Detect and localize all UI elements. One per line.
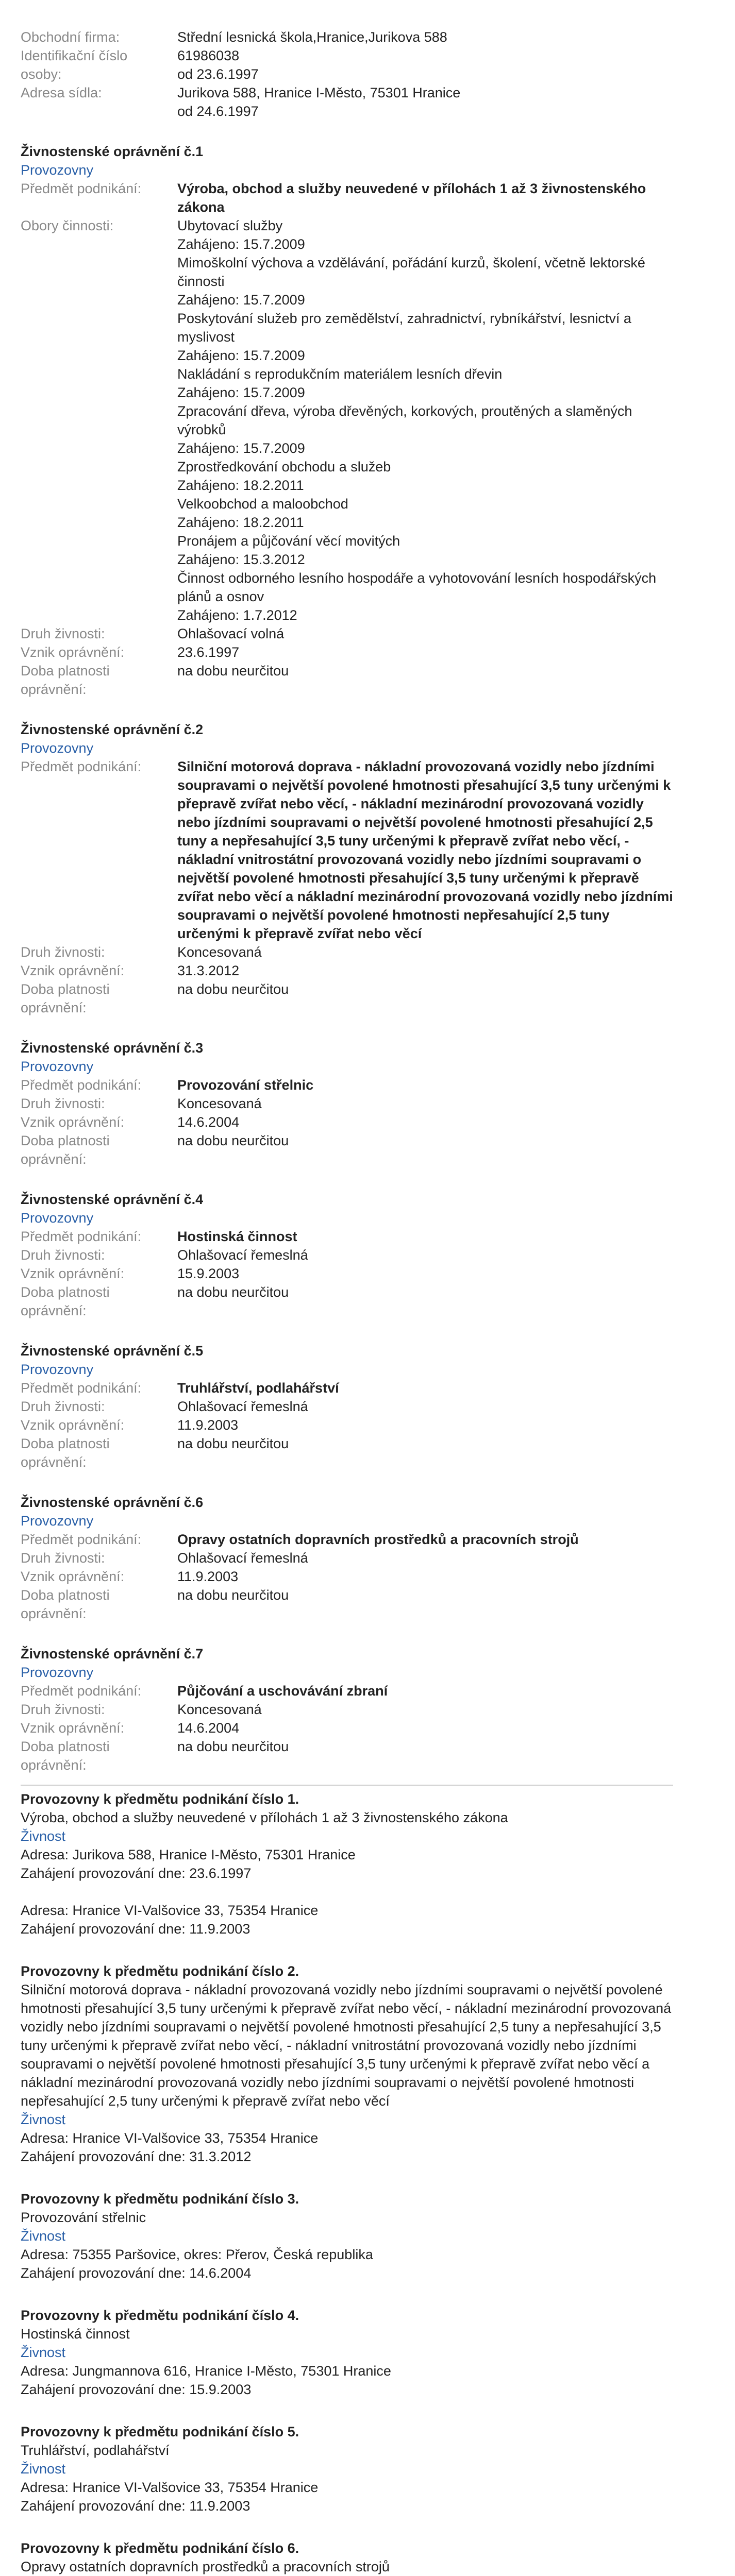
header-row	[21, 102, 673, 121]
provozovny-link[interactable]: Provozovny	[21, 1665, 94, 1680]
predmet-row	[21, 1379, 673, 1397]
doba-label-2: oprávnění:	[21, 1606, 87, 1621]
druh-value: Ohlašovací řemeslná	[177, 1550, 308, 1566]
field-value: od 23.6.1997	[177, 66, 259, 82]
section-title: Živnostenské oprávnění č.3	[21, 1040, 204, 1056]
vznik-row	[21, 1719, 673, 1737]
provozovna-adresa: Adresa: Hranice VI-Valšovice 33, 75354 Hranice	[21, 1903, 319, 1918]
vznik-value: 11.9.2003	[177, 1417, 239, 1433]
predmet-row	[21, 1530, 673, 1549]
doba-value: na dobu neurčitou	[177, 663, 289, 679]
predmet-label: Předmět podnikání:	[21, 759, 142, 774]
doba-label-2: oprávnění:	[21, 682, 87, 697]
druh-row	[21, 1397, 673, 1416]
obory-list	[177, 216, 673, 624]
provozovna-predmet: Hostinská činnost	[21, 2326, 130, 2342]
section-title: Živnostenské oprávnění č.5	[21, 1343, 204, 1359]
provozovna-predmet: Opravy ostatních dopravních prostředků a pracovních strojů	[21, 2559, 390, 2574]
doba-value: na dobu neurčitou	[177, 1436, 289, 1451]
druh-label: Druh živnosti:	[21, 1399, 105, 1414]
predmet-value: Truhlářství, podlahářství	[177, 1380, 339, 1396]
predmet-label: Předmět podnikání:	[21, 1229, 142, 1244]
section-title: Živnostenské oprávnění č.1	[21, 144, 204, 159]
vznik-row	[21, 643, 673, 662]
obor-item: Pronájem a půjčování věcí movitých	[177, 533, 400, 549]
vznik-label: Vznik oprávnění:	[21, 1720, 125, 1736]
opravneni-section	[21, 1645, 673, 1774]
obor-item: Nakládání s reprodukčním materiálem lesních dřevin	[177, 366, 503, 382]
doba-label-1: Doba platnosti	[21, 1436, 110, 1451]
vznik-label: Vznik oprávnění:	[21, 1114, 125, 1130]
provozovna-predmet: Silniční motorová doprava - nákladní provozovaná vozidly nebo jízdními soupravami o největší povolené hmotnosti přesahující 3,5 tuny určenými k přepravě zvířat nebo věcí, - nákladní mezinárodní provozovaná vozidly nebo jízdními soupravami o největší povolené hmotnosti přesahující 2,5 tuny a nepřesahující 3,5 tuny určenými k přepravě zvířat nebo věcí, - nákladní vnitrostátní provozovaná vozidly nebo jízdními soupravami o největší povolené hmotnosti přesahující 3,5 tuny určenými k přepravě zvířat nebo věcí a nákladní mezinárodní provozovaná vozidly nebo jízdními soupravami o největší povolené hmotnosti nepřesahující 2,5 tuny určenými k přepravě zvířat nebo věcí	[21, 1982, 672, 2109]
obor-date: Zahájeno: 18.2.2011	[177, 515, 304, 530]
opravneni-section	[21, 1039, 673, 1168]
field-label	[21, 102, 177, 121]
obor-item: Činnost odborného lesního hospodáře a vyhotovování lesních hospodářských plánů a osnov	[177, 570, 657, 604]
vznik-label: Vznik oprávnění:	[21, 1569, 125, 1584]
doba-value: na dobu neurčitou	[177, 1133, 289, 1148]
predmet-label: Předmět podnikání:	[21, 1380, 142, 1396]
druh-label: Druh živnosti:	[21, 1550, 105, 1566]
provozovna-title: Provozovny k předmětu podnikání číslo 4.	[21, 2308, 299, 2323]
predmet-row	[21, 757, 673, 943]
doba-label-1: Doba platnosti	[21, 1133, 110, 1148]
provozovna-adresa: Adresa: Hranice VI-Valšovice 33, 75354 Hranice	[21, 2130, 319, 2146]
doba-label	[21, 1283, 177, 1320]
doba-value: na dobu neurčitou	[177, 1284, 289, 1300]
doba-value: na dobu neurčitou	[177, 981, 289, 997]
obor-date: Zahájeno: 15.7.2009	[177, 236, 305, 252]
provozovna-predmet: Truhlářství, podlahářství	[21, 2443, 170, 2458]
druh-value: Ohlašovací volná	[177, 626, 285, 641]
provozovna-title: Provozovny k předmětu podnikání číslo 1.	[21, 1791, 299, 1807]
obor-item: Ubytovací služby	[177, 218, 283, 233]
provozovna-adresa: Adresa: 75355 Paršovice, okres: Přerov, Česká republika	[21, 2247, 373, 2262]
provozovny-link[interactable]: Provozovny	[21, 1059, 94, 1074]
obor-date: Zahájeno: 15.3.2012	[177, 552, 305, 567]
header-row	[21, 65, 673, 83]
predmet-value: Výroba, obchod a služby neuvedené v přílohách 1 až 3 živnostenského zákona	[177, 181, 646, 215]
druh-row	[21, 1246, 673, 1264]
doba-row	[21, 980, 673, 1017]
opravneni-section	[21, 720, 673, 1017]
doba-label-2: oprávnění:	[21, 1303, 87, 1318]
obor-item: Zprostředkování obchodu a služeb	[177, 459, 391, 474]
provozovna-adresa: Adresa: Jurikova 588, Hranice I-Město, 75301 Hranice	[21, 1847, 356, 1862]
obor-item: Velkoobchod a maloobchod	[177, 496, 348, 512]
doba-label	[21, 1586, 177, 1623]
predmet-label: Předmět podnikání:	[21, 1077, 142, 1093]
field-label: osoby:	[21, 66, 62, 82]
provozovna-section	[21, 2422, 673, 2515]
provozovna-zahajeni: Zahájení provozování dne: 31.3.2012	[21, 2149, 252, 2164]
druh-label: Druh živnosti:	[21, 1247, 105, 1263]
doba-label-1: Doba platnosti	[21, 1284, 110, 1300]
obor-date: Zahájeno: 1.7.2012	[177, 607, 297, 623]
druh-row	[21, 1549, 673, 1567]
doba-row	[21, 1131, 673, 1168]
doba-row	[21, 1737, 673, 1774]
predmet-row	[21, 1227, 673, 1246]
druh-row	[21, 624, 673, 643]
doba-label	[21, 1737, 177, 1774]
section-title: Živnostenské oprávnění č.4	[21, 1192, 204, 1207]
opravneni-section	[21, 1342, 673, 1471]
opravneni-section	[21, 142, 673, 699]
provozovny-link[interactable]: Provozovny	[21, 1210, 94, 1226]
field-value: Jurikova 588, Hranice I-Město, 75301 Hranice	[177, 85, 461, 100]
doba-label-1: Doba platnosti	[21, 981, 110, 997]
predmet-value: Opravy ostatních dopravních prostředků a pracovních strojů	[177, 1532, 579, 1547]
provozovna-zahajeni: Zahájení provozování dne: 23.6.1997	[21, 1866, 252, 1881]
obor-item: Mimoškolní výchova a vzdělávání, pořádání kurzů, školení, včetně lektorské činnosti	[177, 255, 645, 289]
vznik-row	[21, 1264, 673, 1283]
predmet-row	[21, 1076, 673, 1094]
doba-label-2: oprávnění:	[21, 1454, 87, 1470]
provozovna-section	[21, 2306, 673, 2399]
doba-label-2: oprávnění:	[21, 1000, 87, 1015]
header-row	[21, 28, 673, 46]
company-header	[21, 28, 673, 121]
doba-label	[21, 1434, 177, 1471]
obory-row	[21, 216, 673, 624]
vznik-row	[21, 961, 673, 980]
doba-label	[21, 980, 177, 1017]
druh-value: Koncesovaná	[177, 1702, 262, 1717]
field-value: Střední lesnická škola,Hranice,Jurikova 588	[177, 29, 447, 45]
zivnost-link[interactable]: Živnost	[21, 2228, 66, 2244]
druh-row	[21, 943, 673, 961]
provozovna-section	[21, 1962, 673, 2166]
provozovny-link[interactable]: Provozovny	[21, 740, 94, 756]
vznik-value: 23.6.1997	[177, 645, 240, 660]
druh-value: Ohlašovací řemeslná	[177, 1247, 308, 1263]
spacer	[21, 1883, 673, 1901]
obor-date: Zahájeno: 15.7.2009	[177, 348, 305, 363]
obor-item: Poskytování služeb pro zemědělství, zahradnictví, rybníkářství, lesnictví a myslivost	[177, 311, 631, 345]
vznik-value: 11.9.2003	[177, 1569, 239, 1584]
doba-label-2: oprávnění:	[21, 1151, 87, 1167]
predmet-value: Hostinská činnost	[177, 1229, 297, 1244]
obor-date: Zahájeno: 15.7.2009	[177, 440, 305, 456]
doba-value: na dobu neurčitou	[177, 1739, 289, 1754]
provozovna-zahajeni: Zahájení provozování dne: 15.9.2003	[21, 2382, 252, 2397]
vznik-label: Vznik oprávnění:	[21, 645, 125, 660]
obor-date: Zahájeno: 15.7.2009	[177, 385, 305, 400]
vznik-label: Vznik oprávnění:	[21, 1266, 125, 1281]
doba-row	[21, 1586, 673, 1623]
vznik-label: Vznik oprávnění:	[21, 1417, 125, 1433]
druh-row	[21, 1700, 673, 1719]
provozovna-section	[21, 2539, 673, 2576]
provozovna-adresa: Adresa: Jungmannova 616, Hranice I-Město, 75301 Hranice	[21, 2363, 391, 2379]
field-value: 61986038	[177, 48, 240, 63]
vznik-value: 14.6.2004	[177, 1720, 240, 1736]
zivnost-link[interactable]: Živnost	[21, 2345, 66, 2360]
section-title: Živnostenské oprávnění č.6	[21, 1495, 204, 1510]
provozovny-link[interactable]: Provozovny	[21, 162, 94, 178]
doba-row	[21, 1283, 673, 1320]
predmet-value: Provozování střelnic	[177, 1077, 314, 1093]
obor-date: Zahájeno: 15.7.2009	[177, 292, 305, 308]
doba-label-1: Doba platnosti	[21, 1587, 110, 1603]
doba-value: na dobu neurčitou	[177, 1587, 289, 1603]
druh-label: Druh živnosti:	[21, 944, 105, 960]
predmet-label: Předmět podnikání:	[21, 1683, 142, 1699]
druh-value: Koncesovaná	[177, 1096, 262, 1111]
provozovna-zahajeni: Zahájení provozování dne: 14.6.2004	[21, 2265, 252, 2281]
provozovna-predmet: Provozování střelnic	[21, 2210, 146, 2225]
doba-label-1: Doba platnosti	[21, 663, 110, 679]
provozovna-predmet: Výroba, obchod a služby neuvedené v přílohách 1 až 3 živnostenského zákona	[21, 1810, 508, 1825]
opravneni-section	[21, 1493, 673, 1623]
druh-row	[21, 1094, 673, 1113]
provozovna-title: Provozovny k předmětu podnikání číslo 3.	[21, 2191, 299, 2207]
druh-label: Druh živnosti:	[21, 1096, 105, 1111]
druh-label: Druh živnosti:	[21, 626, 105, 641]
zivnost-link[interactable]: Živnost	[21, 2461, 66, 2477]
zivnost-link[interactable]: Živnost	[21, 2112, 66, 2127]
vznik-value: 15.9.2003	[177, 1266, 240, 1281]
provozovna-zahajeni: Zahájení provozování dne: 11.9.2003	[21, 2498, 250, 2514]
field-label: Identifikační číslo	[21, 48, 128, 63]
divider	[21, 1785, 673, 1786]
predmet-row	[21, 1682, 673, 1700]
doba-label-2: oprávnění:	[21, 1757, 87, 1773]
provozovna-title: Provozovny k předmětu podnikání číslo 6.	[21, 2540, 299, 2556]
doba-label	[21, 1131, 177, 1168]
doba-label-1: Doba platnosti	[21, 1739, 110, 1754]
predmet-value: Půjčování a uschovávání zbraní	[177, 1683, 388, 1699]
druh-value: Ohlašovací řemeslná	[177, 1399, 308, 1414]
obor-date: Zahájeno: 18.2.2011	[177, 478, 304, 493]
predmet-row	[21, 179, 673, 216]
provozovny-link[interactable]: Provozovny	[21, 1362, 94, 1377]
provozovna-zahajeni: Zahájení provozování dne: 11.9.2003	[21, 1921, 250, 1937]
obor-item: Zpracování dřeva, výroba dřevěných, korkových, proutěných a slaměných výrobků	[177, 403, 632, 437]
vznik-value: 14.6.2004	[177, 1114, 240, 1130]
provozovny-link[interactable]: Provozovny	[21, 1513, 94, 1529]
doba-row	[21, 1434, 673, 1471]
doba-label	[21, 662, 177, 699]
header-row	[21, 46, 673, 65]
provozovna-adresa: Adresa: Hranice VI-Valšovice 33, 75354 Hranice	[21, 2480, 319, 2495]
section-title: Živnostenské oprávnění č.2	[21, 722, 204, 737]
section-title: Živnostenské oprávnění č.7	[21, 1646, 204, 1662]
provozovna-title: Provozovny k předmětu podnikání číslo 5.	[21, 2424, 299, 2439]
druh-label: Druh živnosti:	[21, 1702, 105, 1717]
field-label: Adresa sídla:	[21, 85, 102, 100]
vznik-row	[21, 1567, 673, 1586]
field-label: Obchodní firma:	[21, 29, 120, 45]
vznik-value: 31.3.2012	[177, 963, 240, 978]
opravneni-section	[21, 1190, 673, 1320]
vznik-row	[21, 1416, 673, 1434]
doba-row	[21, 662, 673, 699]
druh-value: Koncesovaná	[177, 944, 262, 960]
provozovna-title: Provozovny k předmětu podnikání číslo 2.	[21, 1963, 299, 1979]
field-value: od 24.6.1997	[177, 104, 259, 119]
vznik-label: Vznik oprávnění:	[21, 963, 125, 978]
predmet-value: Silniční motorová doprava - nákladní provozovaná vozidly nebo jízdními soupravami o největší povolené hmotnosti přesahující 3,5 tuny určenými k přepravě zvířat nebo věcí, - nákladní mezinárodní provozovaná vozidly nebo jízdními soupravami o největší povolené hmotnosti přesahující 2,5 tuny a nepřesahující 3,5 tuny určenými k přepravě zvířat nebo věcí, - nákladní vnitrostátní provozovaná vozidly nebo jízdními soupravami o největší povolené hmotnosti přesahující 3,5 tuny určenými k přepravě zvířat nebo věcí a nákladní mezinárodní provozovaná vozidly nebo jízdními soupravami o největší povolené hmotnosti nepřesahující 2,5 tuny určenými k přepravě zvířat nebo věcí	[177, 759, 673, 941]
obory-label: Obory činnosti:	[21, 218, 114, 233]
provozovna-section	[21, 1790, 673, 1938]
provozovna-section	[21, 2190, 673, 2282]
predmet-label: Předmět podnikání:	[21, 1532, 142, 1547]
predmet-label: Předmět podnikání:	[21, 181, 142, 196]
header-row	[21, 83, 673, 102]
zivnost-link[interactable]: Živnost	[21, 1828, 66, 1844]
vznik-row	[21, 1113, 673, 1131]
